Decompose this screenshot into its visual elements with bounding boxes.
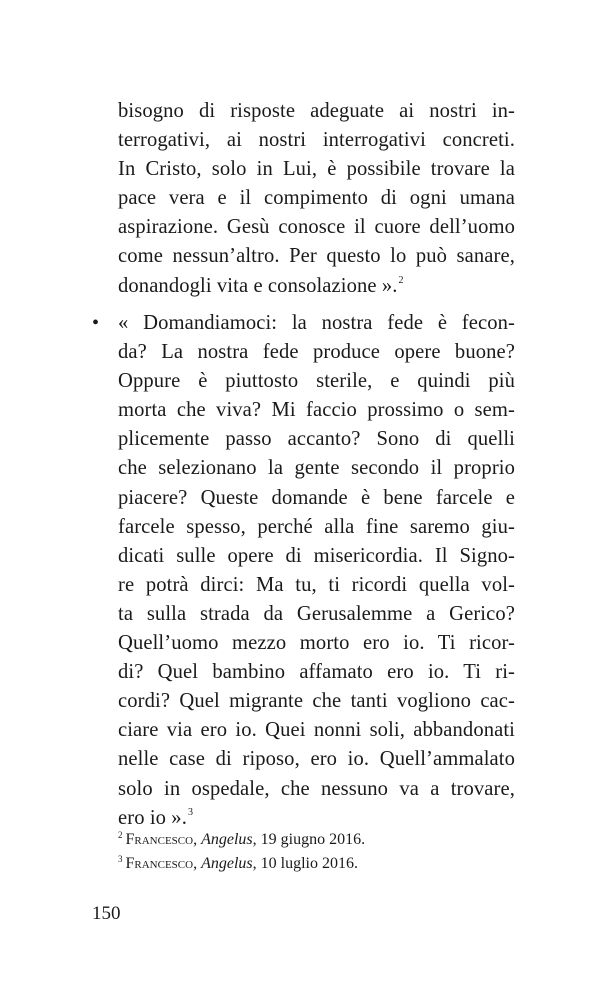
text-line-content: ero io ». — [118, 806, 187, 829]
text-line: « Domandiamoci: la nostra fede è fecon- — [118, 312, 515, 334]
text-line: farcele spesso, perché alla fine saremo giu- — [118, 515, 515, 538]
footnotes — [118, 828, 518, 875]
text-line: Quell’uomo mezzo morto ero io. Ti ricor- — [118, 632, 515, 655]
text-line: plicemente passo accanto? Sono di quelli — [118, 428, 515, 451]
footnote-reference[interactable]: 2 — [398, 274, 404, 286]
footnote-date: , 10 luglio 2016. — [252, 854, 358, 872]
footnote-work: Angelus — [201, 854, 253, 872]
text-line: aspirazione. Gesù conosce il cuore dell’uomo — [118, 216, 515, 239]
footnote-2: $^2$ Francesco, Angelus, 19 giugno 2016. — [118, 830, 366, 848]
text-line: che selezionano la gente secondo il proprio — [118, 457, 515, 480]
footnote-number: 2 — [118, 830, 123, 840]
text-line: da? La nostra fede produce opere buone? — [118, 341, 515, 364]
footnote-work: Angelus — [201, 831, 253, 848]
text-line: come nessun’altro. Per questo lo può sanare, — [118, 245, 515, 268]
footnote-author: Francesco — [125, 854, 194, 872]
footnote-author: Francesco — [125, 831, 194, 848]
text-line: ciare via ero io. Quei nonni soli, abbandonati — [118, 719, 515, 742]
text-line: nelle case di riposo, ero io. Quell’ammalato — [118, 748, 515, 771]
text-line: re potrà dirci: Ma tu, ti ricordi quella vol- — [118, 573, 515, 596]
page-number: 150 — [92, 903, 121, 924]
text-line: Oppure è piuttosto sterile, e quindi più — [118, 370, 515, 393]
text-line: bisogno di risposte adeguate ai nostri in- — [118, 100, 515, 122]
bullet-marker: • — [92, 312, 100, 334]
text-line-content: donandogli vita e consolazione ». — [118, 274, 398, 297]
text-line: di? Quel bambino affamato ero io. Ti ri- — [118, 661, 515, 684]
continued-paragraph — [118, 97, 515, 301]
footnote-number: 3 — [118, 853, 123, 864]
quoted-paragraph — [118, 309, 515, 833]
text-line: In Cristo, solo in Lui, è possibile trovare la — [118, 158, 515, 181]
footnote-reference[interactable]: 3 — [187, 806, 194, 818]
text-line: ta sulla strada da Gerusalemme a Gerico? — [118, 602, 515, 625]
text-line: solo in ospedale, che nessuno va a trovare, — [118, 777, 515, 800]
text-line: dicati sulle opere di misericordia. Il Signo- — [118, 544, 515, 567]
text-line: morta che viva? Mi faccio prossimo o sem- — [118, 399, 515, 422]
text-line-last — [118, 272, 515, 301]
text-line: piacere? Queste domande è bene farcele e — [118, 486, 515, 509]
text-line: pace vera e il compimento di ogni umana — [118, 187, 515, 210]
footnote-date: , 19 giugno 2016. — [252, 831, 366, 848]
text-line: terrogativi, ai nostri interrogativi concreti. — [118, 129, 515, 152]
text-line: cordi? Quel migrante che tanti vogliono cac- — [118, 690, 515, 713]
footnote-3: $^3$ Francesco, Angelus, 10 luglio 2016. — [118, 853, 358, 872]
